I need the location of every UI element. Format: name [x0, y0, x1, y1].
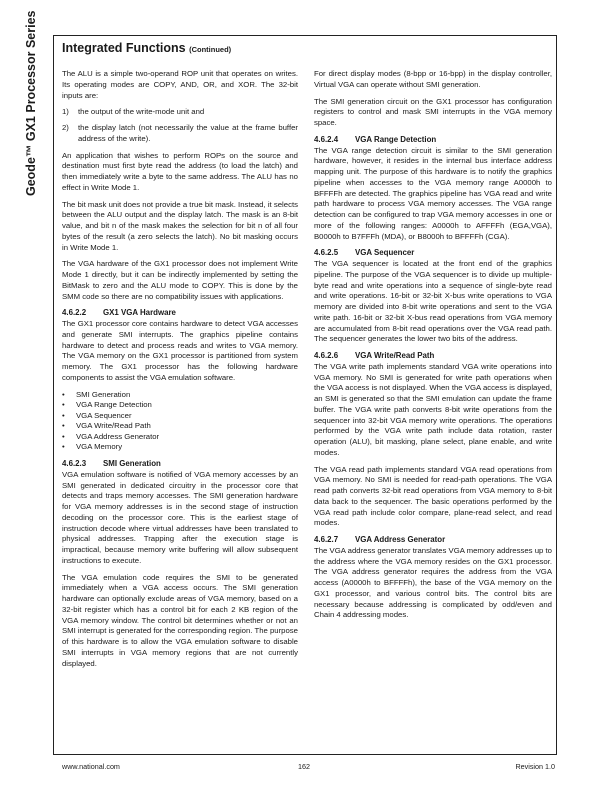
section-title: GX1 VGA Hardware — [103, 308, 176, 318]
item-number: 2) — [62, 123, 69, 132]
section-number: 4.6.2.7 — [314, 535, 339, 544]
list-item: • VGA Address Generator — [62, 431, 160, 441]
section-heading — [62, 459, 298, 470]
paragraph: The VGA hardware of the GX1 processor does not implement Write Mode 1 directly, but it can be indirectly implemented by setting the BitMask to zero and the ALU mode to COPY. This is done by the SMM code so there are no compatibility issues with applications. — [62, 259, 298, 301]
title-text: Integrated Functions — [62, 41, 186, 55]
section-title: VGA Address Generator — [355, 535, 446, 544]
section-title: VGA Sequencer — [355, 248, 415, 258]
section-heading — [314, 135, 552, 146]
paragraph: The ALU is a simple two-operand ROP unit that operates on writes. Its operating modes are COPY, AND, OR, and XOR. The 32-bit inputs are: — [62, 69, 298, 100]
paragraph: VGA emulation software is notified of VGA memory accesses by an SMI generated in dedicated circuitry in the processor core that detects and traps memory accesses. The SMI generation hardware for VGA memory addresses is in the second stage of instruction decoding on the processor core. This is the earliest stage of instruction decode where virtual addresses have been translated to physical addresses. Trapping after the execution stage is impractical, because memory write buffering will allow subsequent instructions to execute. — [62, 469, 298, 565]
bullet-list — [62, 390, 298, 454]
item-text: the display latch (not necessarily the value at the frame buffer address of the write). — [78, 123, 298, 143]
right-column — [314, 69, 552, 627]
item-text: VGA Address Generator — [76, 431, 160, 441]
series-title: Geode™ GX1 Processor Series — [24, 10, 38, 196]
paragraph: The bit mask unit does not provide a true bit mask. Instead, it selects between the ALU output and the display latch. The mask is an 8-bit value, and bit n of the mask makes the selection for bit n of all four bytes of the result (a zero selects the latch). No bit masking occurs in Write Mode 1. — [62, 199, 298, 252]
section-heading — [314, 351, 552, 362]
footer-url: www.national.com — [62, 762, 120, 771]
paragraph: The VGA sequencer is located at the front end of the graphics pipeline. The purpose of the VGA sequencer is to divide up multiple-byte read and write operations into a sequence of single-byte read and write operations. 16-bit or 32-bit X-bus write operations to VGA memory are divided into 8-bit write operations and sent to the VGA write path. 16-bit or 32-bit X-bus read operations from VGA memory are accumulated from 8-bit read operations over the VGA read path. The sequencer generates the lower two bits of the address. — [314, 259, 552, 344]
section-number: 4.6.2.2 — [62, 308, 87, 318]
section-title: VGA Write/Read Path — [355, 351, 435, 360]
section-title: VGA Range Detection — [355, 134, 437, 144]
paragraph: The VGA write path implements standard VGA write operations into VGA memory. No SMI is generated for write path operations when the VGA access is not displayed. When the VGA access is displayed, an SMI is generated so that the SMI emulation can update the frame buffer. The VGA write path converts 8-bit write operations from the sequencer into 32-bit VGA memory write operations. The operations performed by the VGA write path include data rotation, raster operation (ALU), bit masking, plane select, plane enable, and write modes. — [314, 361, 552, 457]
list-item: • VGA Range Detection — [62, 400, 152, 410]
item-text: the output of the write-mode unit and — [78, 107, 205, 117]
list-item: • VGA Write/Read Path — [62, 421, 151, 431]
item-number: 1) — [62, 107, 69, 117]
item-text: VGA Write/Read Path — [76, 421, 151, 431]
list-item: • SMI Generation — [62, 389, 131, 399]
section-heading — [314, 535, 552, 546]
list-item — [62, 107, 298, 118]
paragraph: For direct display modes (8-bpp or 16-bpp) in the display controller, Virtual VGA can operate without SMI generation. — [314, 69, 552, 89]
paragraph: The VGA range detection circuit is similar to the SMI generation hardware, however, it resides in the internal bus interface address mapping unit. The purpose of this hardware is to notify the graphics pipeline when accesses to the VGA memory range A0000h to BFFFFh are detected. The graphics pipeline has VGA read and write path hardware to process VGA memory accesses. The VGA range detection can be configured to trap VGA memory accesses in one or more of the following ranges: A0000h to AFFFFh (EGA,VGA), B0000h to B7FFFh (MDA), or B8000h to BFFFFh (CGA). — [314, 145, 552, 241]
list-item: • VGA Memory — [62, 442, 123, 452]
numbered-list — [62, 107, 298, 144]
section-number: 4.6.2.4 — [314, 134, 339, 144]
section-heading — [314, 248, 552, 259]
item-text: VGA Sequencer — [76, 410, 132, 420]
paragraph: The VGA read path implements standard VGA read operations from VGA memory. No SMI is needed for read-path operations. The VGA read path converts 32-bit read operations from VGA memory to 8-bit data back to the sequencer. The basic operations performed by the VGA read path include color compare, plane-read select, and read modes. — [314, 464, 552, 528]
section-title: SMI Generation — [103, 459, 161, 469]
page-title — [62, 41, 231, 55]
title-suffix: (Continued) — [189, 45, 232, 54]
item-text: VGA Range Detection — [76, 400, 152, 410]
paragraph: An application that wishes to perform ROPs on the source and destination must first byte read the address (to load the latch) and then immediately write a byte to the same address. The ALU has no effect in Write Mode 1. — [62, 150, 298, 192]
paragraph: The GX1 processor core contains hardware to detect VGA accesses and generate SMI interrupts. The graphics pipeline contains hardware to detect and process reads and writes to VGA memory. The VGA memory on the GX1 processor is partitioned from system memory. The GX1 processor has the following hardware components to assist the VGA emulation software. — [62, 319, 298, 382]
section-heading — [62, 308, 298, 319]
paragraph: The SMI generation circuit on the GX1 processor has configuration registers to control and mask SMI interrupts in the VGA memory space. — [314, 96, 552, 127]
item-text: VGA Memory — [76, 442, 123, 452]
footer-page-number: 162 — [298, 762, 310, 771]
paragraph: The VGA address generator translates VGA memory addresses up to the address where the VGA memory resides on the GX1 processor. The VGA address generator requires the address from the VGA access (A0000h to BFFFFh), the base of the VGA memory on the GX1 processor, and various control bits. The control bits are necessary because addressing is complicated by odd/even and Chain 4 addressing modes. — [314, 545, 552, 620]
section-number: 4.6.2.5 — [314, 248, 339, 258]
section-number: 4.6.2.3 — [62, 459, 87, 469]
item-text: SMI Generation — [76, 389, 131, 399]
paragraph: The VGA emulation code requires the SMI to be generated immediately when a VGA access occurs. The SMI generation hardware can optionally exclude areas of VGA memory, based on a 32-bit register which has a control bit for each 2 KB region of the VGA memory window. The control bit determines whether or not an SMI interrupt is generated for the corresponding region. The purpose of this hardware is to allow the VGA emulation software to disable SMI interrupts in VGA memory regions that are not currently displayed. — [62, 572, 298, 668]
section-number: 4.6.2.6 — [314, 351, 339, 360]
list-item — [62, 123, 298, 145]
footer-revision: Revision 1.0 — [515, 762, 555, 771]
left-column — [62, 69, 298, 675]
list-item: • VGA Sequencer — [62, 410, 132, 420]
